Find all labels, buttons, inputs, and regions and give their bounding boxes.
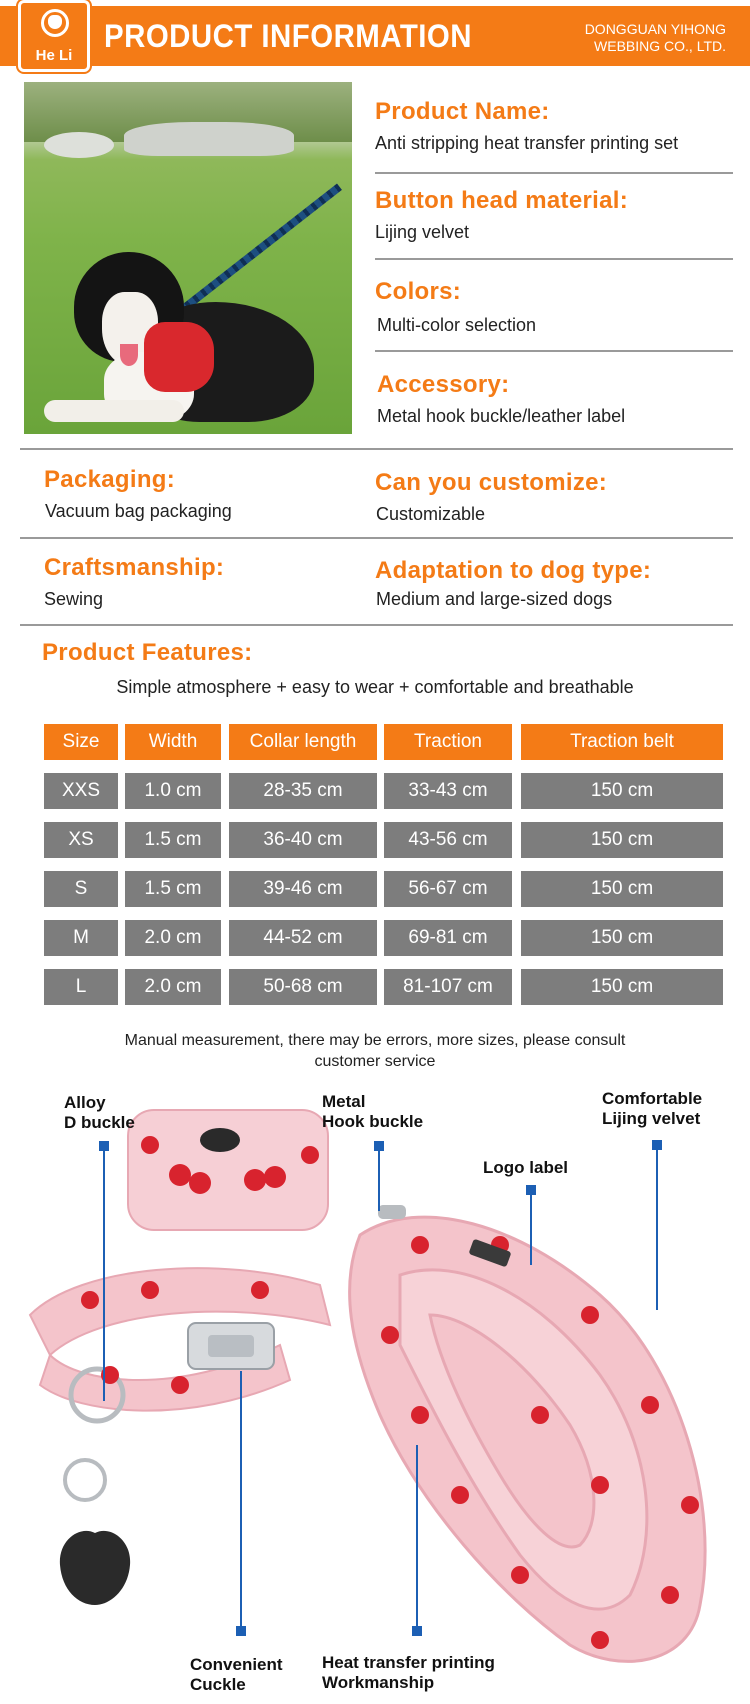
craftsmanship-label: Craftsmanship: xyxy=(44,554,225,581)
key-ring xyxy=(65,1460,105,1500)
callout-text: Logo label xyxy=(483,1158,568,1177)
callout-pin xyxy=(652,1140,662,1150)
measurement-note: Manual measurement, there may be errors, more sizes, please consult customer service xyxy=(124,1032,626,1070)
callout-pin xyxy=(374,1141,384,1151)
callout-lijing-velvet xyxy=(602,1089,702,1129)
divider xyxy=(20,537,733,539)
packaging-label: Packaging: xyxy=(44,466,176,493)
table-cell: XXS xyxy=(44,773,118,809)
callout-line xyxy=(416,1445,418,1626)
table-cell: 28-35 cm xyxy=(229,773,377,809)
table-cell: 150 cm xyxy=(521,969,723,1005)
photo-dog-tongue xyxy=(120,344,138,366)
callout-metal-hook xyxy=(322,1092,423,1132)
colors-value: Multi-color selection xyxy=(377,315,537,335)
callout-text: Metal xyxy=(322,1092,366,1111)
photo-harness xyxy=(144,322,214,392)
packaging-value: Vacuum bag packaging xyxy=(45,501,232,521)
divider xyxy=(375,350,733,352)
callout-convenient-cuckle xyxy=(190,1655,283,1695)
table-header-cell: Traction belt xyxy=(521,724,723,760)
buckle-release xyxy=(208,1335,254,1357)
product-name-label: Product Name: xyxy=(375,98,550,125)
divider xyxy=(375,258,733,260)
table-cell: L xyxy=(44,969,118,1005)
dog-photo xyxy=(24,82,352,434)
customize-label: Can you customize: xyxy=(375,469,608,496)
table-cell: 1.0 cm xyxy=(125,773,221,809)
callout-text: D buckle xyxy=(64,1113,135,1132)
callout-pin xyxy=(99,1141,109,1151)
accessory-label: Accessory: xyxy=(377,371,510,398)
pet-tag xyxy=(60,1531,130,1605)
table-cell: 81-107 cm xyxy=(384,969,512,1005)
divider xyxy=(20,448,733,450)
callout-alloy-d-buckle xyxy=(64,1093,135,1133)
poop-bag-pouch xyxy=(128,1110,328,1230)
collar-band xyxy=(30,1268,330,1355)
callout-text: Hook buckle xyxy=(322,1112,424,1131)
button-material-value: Lijing velvet xyxy=(375,222,470,242)
callout-line xyxy=(656,1150,658,1310)
callout-text: Lijing velvet xyxy=(602,1109,701,1128)
customize-value: Customizable xyxy=(376,504,486,524)
photo-rock xyxy=(124,122,294,156)
features-text: Simple atmosphere + easy to wear + comfortable and breathable xyxy=(116,677,634,697)
callout-line xyxy=(530,1195,532,1265)
page-title: PRODUCT INFORMATION xyxy=(104,18,472,54)
table-cell: 150 cm xyxy=(521,871,723,907)
table-header-cell: Width xyxy=(125,724,221,760)
callout-text: Alloy xyxy=(64,1093,106,1112)
callout-pin xyxy=(526,1185,536,1195)
table-cell: 44-52 cm xyxy=(229,920,377,956)
product-photo xyxy=(0,1085,750,1704)
table-cell: 1.5 cm xyxy=(125,822,221,858)
table-cell: 1.5 cm xyxy=(125,871,221,907)
callout-text: Convenient xyxy=(190,1655,283,1674)
product-name-value: Anti stripping heat transfer printing set xyxy=(375,133,679,153)
craftsmanship-value: Sewing xyxy=(44,589,104,609)
accessory-value: Metal hook buckle/leather label xyxy=(377,406,626,426)
table-header-cell: Traction xyxy=(384,724,512,760)
callout-text: Workmanship xyxy=(322,1673,435,1692)
features-label: Product Features: xyxy=(42,639,253,666)
callout-text: Cuckle xyxy=(190,1675,246,1694)
callout-pin xyxy=(236,1626,246,1636)
table-cell: 33-43 cm xyxy=(384,773,512,809)
page-header xyxy=(0,0,750,72)
callout-line xyxy=(240,1371,242,1626)
table-cell: 50-68 cm xyxy=(229,969,377,1005)
callout-line xyxy=(103,1151,105,1401)
photo-dog-paws xyxy=(44,400,184,422)
table-cell: 56-67 cm xyxy=(384,871,512,907)
photo-rock xyxy=(44,132,114,158)
table-cell: 39-46 cm xyxy=(229,871,377,907)
callout-line xyxy=(378,1151,380,1211)
company-name xyxy=(585,21,726,55)
table-cell: 2.0 cm xyxy=(125,920,221,956)
table-header-cell: Size xyxy=(44,724,118,760)
callout-text: Comfortable xyxy=(602,1089,703,1108)
table-cell: 69-81 cm xyxy=(384,920,512,956)
callout-text: Heat transfer printing xyxy=(322,1653,495,1672)
photo-leash xyxy=(172,184,342,320)
divider xyxy=(375,172,733,174)
metal-hook xyxy=(378,1205,406,1219)
table-cell: 2.0 cm xyxy=(125,969,221,1005)
table-cell: 150 cm xyxy=(521,822,723,858)
brand-logo xyxy=(18,0,90,72)
button-material-label: Button head material: xyxy=(375,187,628,214)
divider xyxy=(20,624,733,626)
table-cell: 150 cm xyxy=(521,920,723,956)
pouch-opening xyxy=(200,1128,240,1152)
table-cell: S xyxy=(44,871,118,907)
logo-dog-icon xyxy=(48,15,62,29)
table-cell: M xyxy=(44,920,118,956)
table-cell: 150 cm xyxy=(521,773,723,809)
table-header-cell: Collar length xyxy=(229,724,377,760)
logo-text: He Li xyxy=(35,47,73,64)
company-line-1: DONGGUAN YIHONG xyxy=(584,21,726,37)
callout-pin xyxy=(412,1626,422,1636)
colors-label: Colors: xyxy=(375,278,462,305)
table-cell: 36-40 cm xyxy=(229,822,377,858)
callout-logo-label xyxy=(483,1158,568,1178)
table-cell: XS xyxy=(44,822,118,858)
dog-type-value: Medium and large-sized dogs xyxy=(376,589,613,609)
company-line-2: WEBBING CO., LTD. xyxy=(594,38,726,54)
callout-heat-transfer xyxy=(322,1653,495,1693)
dog-type-label: Adaptation to dog type: xyxy=(375,557,652,584)
table-cell: 43-56 cm xyxy=(384,822,512,858)
product-illustration xyxy=(0,1085,750,1704)
